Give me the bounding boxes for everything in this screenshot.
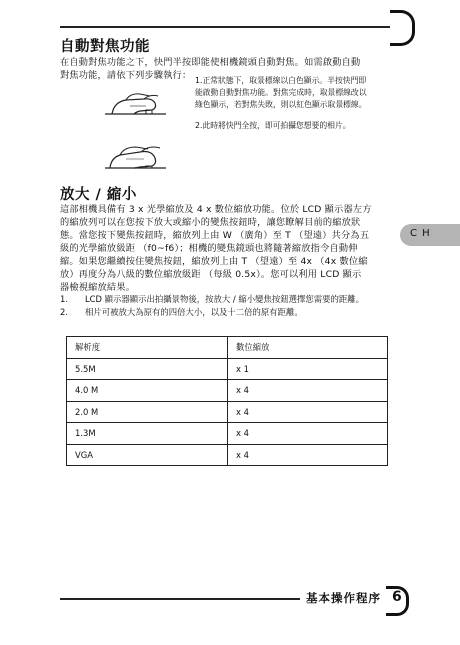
autofocus-heading: 自動對焦功能 — [60, 39, 150, 55]
table-cell-zoom: x 4 — [228, 380, 388, 402]
table-row — [67, 444, 388, 466]
table-row — [67, 358, 388, 380]
table-cell-zoom: x 4 — [228, 444, 388, 466]
list-item-number: 2. — [60, 307, 68, 317]
table-row — [67, 401, 388, 423]
autofocus-note-2: 2.此時將快門全按，即可拍攝您想要的相片。 — [195, 121, 351, 130]
list-item-text: 相片可被放大為原有的四倍大小，以及十二倍的原有距離。 — [85, 307, 303, 317]
table-cell-resolution: VGA — [67, 444, 228, 466]
full-press-shutter-illustration — [100, 138, 170, 180]
table-row — [67, 380, 388, 402]
table-cell-resolution: 5.5M — [67, 358, 228, 380]
table-cell-zoom: x 1 — [228, 358, 388, 380]
page-number: 6 — [392, 589, 402, 605]
table-cell-resolution: 4.0 M — [67, 380, 228, 402]
table-cell-zoom: x 4 — [228, 401, 388, 423]
zoom-body-line-4: 級的光學縮放級距 （f0~f6）；相機的變焦鏡頭也將隨著縮放指令自動伸 — [60, 243, 358, 254]
table-header-digital-zoom: 數位縮放 — [228, 337, 388, 359]
zoom-body-line-5: 縮。如果您繼續按住變焦按鈕，縮放列上由 T （望遠）至 4x （4x 數位縮 — [60, 256, 368, 267]
table-cell-resolution: 2.0 M — [67, 401, 228, 423]
table-row — [67, 423, 388, 445]
autofocus-note-1-line-1: 1.正常狀態下，取景標線以白色顯示。半按快門即 — [195, 76, 367, 85]
header-rule — [60, 26, 395, 28]
autofocus-note-1-line-3: 綠色顯示，若對焦失敗，則以紅色顯示取景標線。 — [195, 100, 367, 109]
autofocus-note-1-line-2: 能啟動自動對焦功能。對焦完成時，取景標線改以 — [195, 88, 367, 97]
table-cell-resolution: 1.3M — [67, 423, 228, 445]
table-header-row — [67, 337, 388, 359]
autofocus-intro-line-2: 對焦功能，請依下列步驟執行： — [60, 70, 192, 81]
zoom-body-line-2: 的縮放列可以在您按下放大或縮小的變焦按鈕時，讓您瞭解目前的縮放狀 — [60, 217, 361, 228]
list-item-number: 1. — [60, 294, 68, 304]
table-header-resolution: 解析度 — [67, 337, 228, 359]
zoom-body-line-1: 這部相機具備有 3 x 光學縮放及 4 x 數位縮放功能。位於 LCD 顯示器左方 — [60, 204, 372, 215]
zoom-body-line-7: 器檢視縮放結果。 — [60, 282, 136, 293]
footer-title: 基本操作程序 — [306, 591, 381, 605]
half-press-shutter-illustration — [100, 84, 170, 126]
list-item-text: LCD 顯示器顯示出拍攝景物後，按放大 / 縮小變焦按鈕選擇您需要的距離。 — [85, 294, 365, 304]
footer-rule — [60, 598, 300, 600]
zoom-heading: 放大 / 縮小 — [60, 187, 137, 203]
autofocus-intro-line-1: 在自動對焦功能之下，快門半按即能使相機鏡頭自動對焦。如需啟動自動 — [60, 57, 361, 68]
chapter-tab-label: C H — [410, 228, 431, 239]
header-tab-decoration — [390, 10, 415, 46]
zoom-body-line-6: 放）再度分為八級的數位縮放級距 （每級 0.5x）。您可以利用 LCD 顯示 — [60, 269, 362, 280]
zoom-body-line-3: 態。當您按下變焦按鈕時，縮放列上由 W （廣角）至 T （望遠）共分為五 — [60, 230, 370, 241]
table-cell-zoom: x 4 — [228, 423, 388, 445]
zoom-resolution-table — [66, 336, 388, 466]
